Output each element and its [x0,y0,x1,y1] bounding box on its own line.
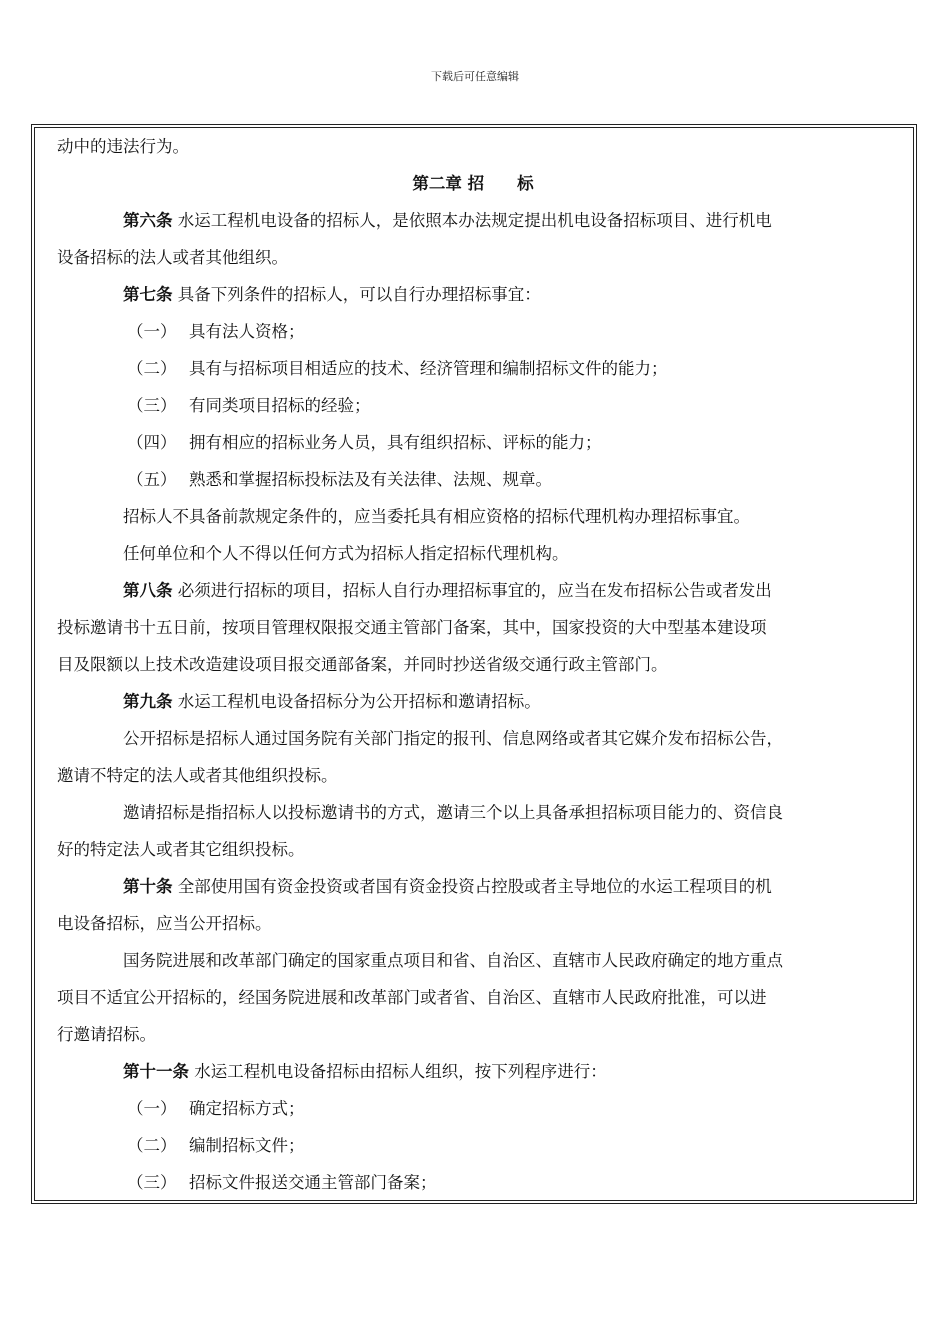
article-7-item [57,350,889,387]
chapter-title: 第二章 招 标 [412,174,534,193]
item-number: （五） [127,470,177,489]
item-text: 招标文件报送交通主管部门备案； [189,1173,437,1192]
item-text: 有同类项目招标的经验； [189,396,371,415]
item-number: （四） [127,433,177,452]
article-7-item [57,461,889,498]
article-10-paragraph-2-line-2: 项目不适宜公开招标的，经国务院进展和改革部门或者省、自治区、直辖市人民政府批准，可以进 [57,988,767,1007]
item-text: 具有与招标项目相适应的技术、经济管理和编制招标文件的能力； [189,359,668,378]
article-7-paragraph-3: 任何单位和个人不得以任何方式为招标人指定招标代理机构。 [123,544,569,563]
item-number: （一） [127,322,177,341]
article-8-text: 必须进行招标的项目，招标人自行办理招标事宜的，应当在发布招标公告或者发出 [172,581,772,600]
item-text: 熟悉和掌握招标投标法及有关法律、法规、规章。 [189,470,552,489]
item-text: 确定招标方式； [189,1099,305,1118]
article-8-heading: 第八条 [123,581,173,600]
article-6-heading: 第六条 [123,211,173,230]
continued-text: 动中的违法行为。 [57,137,189,156]
article-7-item [57,424,889,461]
article-7-item [57,387,889,424]
article-6-line-2: 设备招标的法人或者其他组织。 [57,248,288,267]
article-9-paragraph-3-line-1: 邀请招标是指招标人以投标邀请书的方式，邀请三个以上具备承担招标项目能力的、资信良 [123,803,783,822]
item-number: （一） [127,1099,177,1118]
article-9-heading: 第九条 [123,692,173,711]
item-text: 拥有相应的招标业务人员，具有组织招标、评标的能力； [189,433,602,452]
article-9-paragraph-3-line-2: 好的特定法人或者其它组织投标。 [57,840,305,859]
article-7-paragraph-2: 招标人不具备前款规定条件的，应当委托具有相应资格的招标代理机构办理招标事宜。 [123,507,750,526]
item-text: 具有法人资格； [189,322,305,341]
article-10-line-2: 电设备招标，应当公开招标。 [57,914,272,933]
item-number: （二） [127,1136,177,1155]
article-11-heading: 第十一条 [123,1062,189,1081]
article-7-line-1 [57,276,889,313]
document-body [57,128,889,1201]
article-7-text: 具备下列条件的招标人，可以自行办理招标事宜： [172,285,541,304]
item-number: （三） [127,1173,177,1192]
article-8-line-2: 投标邀请书十五日前，按项目管理权限报交通主管部门备案，其中，国家投资的大中型基本建设项 [57,618,767,637]
article-10-line-1 [57,868,889,905]
article-8-line-1 [57,572,889,609]
article-8-line-3: 目及限额以上技术改造建设项目报交通部备案，并同时抄送省级交通行政主管部门。 [57,655,668,674]
page-header: 下载后可任意编辑 [431,70,519,83]
article-9-line-1 [57,683,889,720]
article-10-heading: 第十条 [123,877,173,896]
item-number: （二） [127,359,177,378]
article-7-heading: 第七条 [123,285,173,304]
article-10-paragraph-2-line-1: 国务院进展和改革部门确定的国家重点项目和省、自治区、直辖市人民政府确定的地方重点 [123,951,783,970]
article-11-item [57,1127,889,1164]
article-6-text: 水运工程机电设备的招标人，是依照本办法规定提出机电设备招标项目、进行机电 [172,211,772,230]
article-7-item [57,313,889,350]
article-10-text: 全部使用国有资金投资或者国有资金投资占控股或者主导地位的水运工程项目的机 [172,877,772,896]
article-9-paragraph-2-line-2: 邀请不特定的法人或者其他组织投标。 [57,766,338,785]
article-11-line-1 [57,1053,889,1090]
article-11-text: 水运工程机电设备招标由招标人组织，按下列程序进行： [189,1062,607,1081]
article-11-item [57,1164,889,1201]
article-9-paragraph-2-line-1: 公开招标是招标人通过国务院有关部门指定的报刊、信息网络或者其它媒介发布招标公告， [123,729,783,748]
article-9-text: 水运工程机电设备招标分为公开招标和邀请招标。 [172,692,541,711]
article-10-paragraph-2-line-3: 行邀请招标。 [57,1025,156,1044]
item-text: 编制招标文件； [189,1136,305,1155]
article-11-item [57,1090,889,1127]
item-number: （三） [127,396,177,415]
article-6-line-1 [57,202,889,239]
